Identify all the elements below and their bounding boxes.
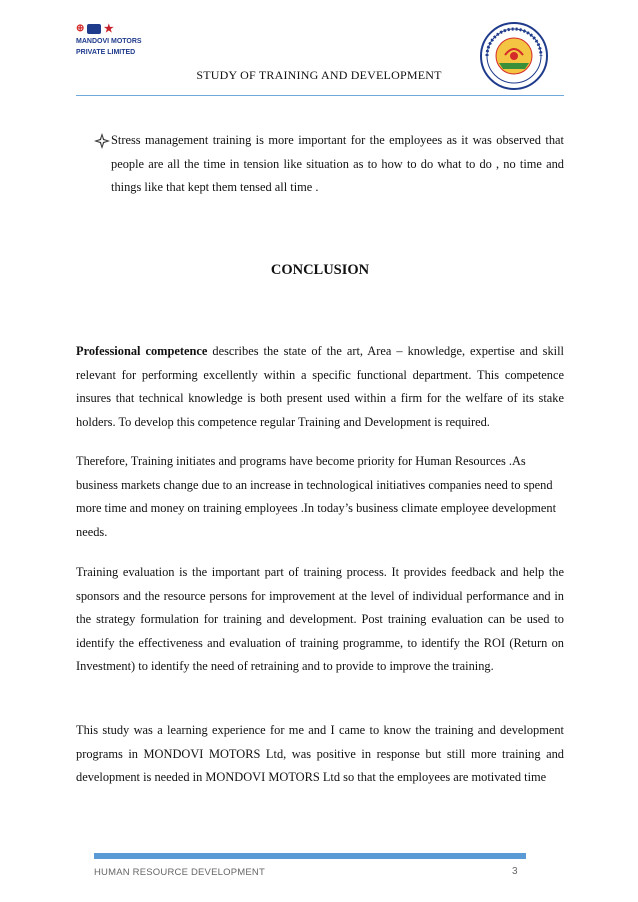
footer-bar — [94, 853, 526, 859]
logo-name-line1: MANDOVI MOTORS — [76, 38, 142, 45]
term-bold: Professional competence — [76, 344, 208, 358]
header-divider — [76, 95, 564, 96]
footer-label: HUMAN RESOURCE DEVELOPMENT — [94, 867, 265, 878]
logo-mark-s-icon: ★ — [103, 23, 114, 35]
logo-name-line2: PRIVATE LIMITED — [76, 49, 136, 56]
page-number: 3 — [512, 866, 518, 877]
paragraph-text: describes the state of the art, Area – knowledge, expertise and skill relevant for performing excellently within a specific functional department. This competence insures that technical knowledge is both present used within a firm for the welfare of its stake holders. To develop this competence regular Training and Development is required. — [76, 344, 565, 429]
section-heading-conclusion: CONCLUSION — [270, 262, 370, 278]
company-logo — [76, 22, 186, 68]
bullet-paragraph: Stress management training is more important for the employees as it was observed that people are all the time in tension like situation as to how to do what to do , no time and things like that kept them tensed all time . — [111, 133, 564, 194]
logo-mark-blue-icon — [87, 24, 101, 34]
paragraph-study-learning: This study was a learning experience for me and I came to know the training and development programs in MONDOVI MOTORS Ltd, was positive in response but still more training and development is needed in MONDOVI MOTORS Ltd so that the employees are motivated time — [76, 723, 564, 784]
paragraph-training-evaluation: Training evaluation is the important part of training process. It provides feedback and help the sponsors and the resource persons for improvement at the level of individual performance and in the strategy formulation for training and development. Post training evaluation can be used to identify the effectiveness and evaluation of training programme, to identify the ROI (Return on Investment) to identify the need of retraining and to provide to improve the training. — [76, 565, 564, 673]
page-header-title: STUDY OF TRAINING AND DEVELOPMENT — [196, 68, 442, 82]
paragraph-training-initiates: Therefore, Training initiates and programs have become priority for Human Resources .As business markets change due to an increase in technological initiatives companies need to spend more time and money on training employees .In today’s business climate employee development needs. — [76, 454, 557, 539]
diamond-bullet-icon — [93, 132, 111, 150]
logo-mark-icon: ⊕ — [76, 23, 84, 34]
paragraph-professional-competence — [76, 340, 564, 434]
